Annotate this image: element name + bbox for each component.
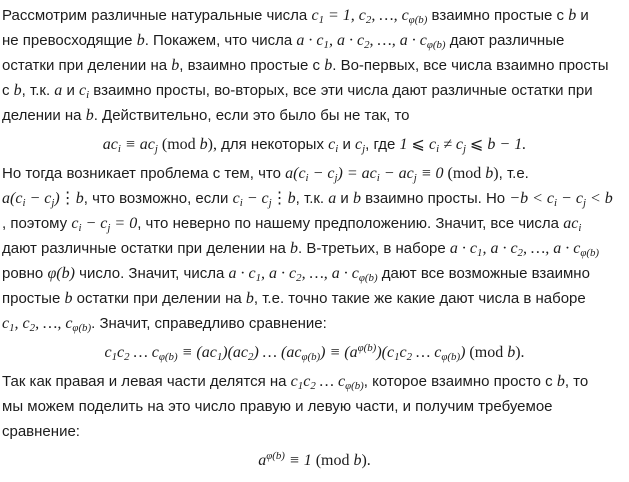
math-run: $a(c_i - c_j) = ac_i - ac_j \equiv 0$ [285, 165, 444, 185]
math-run: $a^{\varphi(b)} \equiv 1$ [258, 450, 312, 469]
paragraph-line [2, 236, 627, 261]
math-run: (mod [443, 165, 486, 182]
math-run: b [353, 452, 362, 469]
math-run: $-b < c_i - c_j < b$ [509, 190, 613, 210]
paragraph-line [2, 186, 627, 211]
math-run: b [245, 290, 254, 307]
display-equation-line [2, 448, 627, 473]
math-run: b [171, 57, 180, 74]
math-run: ). [361, 452, 371, 469]
text-run: с [2, 82, 14, 99]
math-run: b [324, 57, 333, 74]
math-run: ) [493, 165, 499, 182]
paragraph-line [2, 3, 627, 28]
paragraph-line [2, 311, 627, 336]
text-run: Рассмотрим различные натуральные числа [2, 7, 312, 24]
math-run: b [290, 240, 299, 257]
paragraph-line [2, 211, 627, 236]
math-run: $c_i$ [328, 136, 339, 156]
paragraph-line [2, 53, 627, 78]
math-run: a [54, 82, 63, 99]
text-run: взаимно просты, во-вторых, все эти числа дают различные остатки при [89, 82, 593, 99]
text-run: , т.е. точно такие же какие дают числа в наборе [253, 290, 586, 307]
math-run: b [507, 344, 516, 361]
math-run: b [64, 290, 73, 307]
text-run: взаимно простые с [427, 7, 569, 24]
math-run: $c_1c_2$ … $c_{\varphi(b)} \equiv (ac_1)(ac_2)$ … $(ac_{\varphi(b)}) \equiv (a^{\varphi(b)})(c_1c_2$ … $c_{\varphi(b)}$) [104, 342, 466, 364]
math-run: $c_i$ [79, 82, 90, 102]
display-equation-line [2, 340, 627, 365]
text-run: Так как правая и левая части делятся на [2, 373, 291, 390]
math-run: $a(c_i$ − $c_j)⋮b$ [2, 190, 84, 210]
math-run: (mod [311, 452, 354, 469]
text-run: , т.е. [498, 165, 529, 182]
math-run: $c_i$ − $c_j⋮b$ [232, 190, 296, 210]
paragraph-line [2, 419, 627, 444]
math-run: $c_1c_2$ … $c_{\varphi(b)}$ [290, 373, 364, 393]
paragraph-line [2, 161, 627, 186]
display-equation-line [2, 132, 627, 157]
text-run: , где [365, 136, 400, 153]
text-run: . Действительно, если это было бы не так, то [93, 107, 410, 124]
text-run: и [336, 190, 353, 207]
paragraph-line [2, 103, 627, 128]
text-run: и [576, 7, 589, 24]
math-run: $c_i - c_j = 0$ [71, 215, 138, 235]
text-run: , т.к. [295, 190, 329, 207]
math-run: $c_j$ [355, 136, 366, 156]
paragraph-line [2, 78, 627, 103]
text-run: . Значит, справедливо сравнение: [91, 315, 327, 332]
math-run: b [568, 7, 577, 24]
math-run: 1 ⩽ $c_i \ne c_j$ ⩽ b − 1. [399, 136, 527, 156]
text-run: взаимно просты. Но [360, 190, 510, 207]
text-run: число. Значит, числа [74, 265, 229, 282]
math-run: $a \cdot c_1$, $a \cdot c_2$, …, $a \cdot c_{\varphi(b)}$ [296, 32, 446, 52]
math-run: $c_1$, $c_2$, …, $c_{\varphi(b)}$ [2, 315, 92, 335]
text-run: , что возможно, если [83, 190, 233, 207]
math-run: b [352, 190, 361, 207]
math-run: b [85, 107, 94, 124]
paragraph-line [2, 394, 627, 419]
text-run: делении на [2, 107, 86, 124]
paragraph-line [2, 28, 627, 53]
text-run: ровно [2, 265, 48, 282]
text-run: и [338, 136, 355, 153]
text-run: и [62, 82, 79, 99]
math-run: $c_1 = 1$, $c_2$, …, $c_{\varphi(b)}$ [311, 7, 428, 27]
paragraph-line [2, 286, 627, 311]
text-run: не превосходящие [2, 32, 137, 49]
math-run: b [136, 32, 145, 49]
math-run: b [199, 136, 208, 153]
text-run: , взаимно простые с [179, 57, 325, 74]
text-run: , поэтому [2, 215, 72, 232]
text-run: . Покажем, что числа [144, 32, 297, 49]
math-run: $a \cdot c_1$, $a \cdot c_2$, …, $a \cdot c_{\varphi(b)}$ [228, 265, 378, 285]
math-run: $ac_i$ [563, 215, 582, 235]
text-run: , которое взаимно просто с [363, 373, 557, 390]
text-run: . В-третьих, в наборе [298, 240, 450, 257]
math-run: (mod [157, 136, 200, 153]
paragraph-line [2, 261, 627, 286]
math-run: (mod [465, 344, 508, 361]
text-run: для некоторых [216, 136, 329, 153]
math-run: ). [515, 344, 525, 361]
text-run: , т.к. [21, 82, 55, 99]
paragraph-line [2, 369, 627, 394]
math-run: b [13, 82, 22, 99]
math-run: a [328, 190, 337, 207]
text-run: простые [2, 290, 65, 307]
math-run: b [556, 373, 565, 390]
text-run: дают все возможные взаимно [377, 265, 590, 282]
text-run: , то [564, 373, 589, 390]
math-run: φ(b) [47, 265, 75, 282]
text-run: дают различные остатки при делении на [2, 240, 291, 257]
text-run: остатки при делении на [72, 290, 246, 307]
text-run: , что неверно по нашему предположению. Значит, все числа [137, 215, 564, 232]
math-run: b [485, 165, 494, 182]
text-run: мы можем поделить на это число правую и левую части, и получим требуемое [2, 398, 553, 415]
text-run: остатки при делении на [2, 57, 172, 74]
text-run: . Во-первых, все числа взаимно просты [332, 57, 609, 74]
text-run: Но тогда возникает проблема с тем, что [2, 165, 286, 182]
math-run: ), [207, 136, 217, 153]
math-run: $a \cdot c_1$, $a \cdot c_2$, …, $a \cdot c_{\varphi(b)}$ [449, 240, 600, 260]
math-run: $ac_i \equiv ac_j$ [102, 136, 158, 156]
text-run: дают различные [445, 32, 565, 49]
text-run: сравнение: [2, 423, 80, 440]
